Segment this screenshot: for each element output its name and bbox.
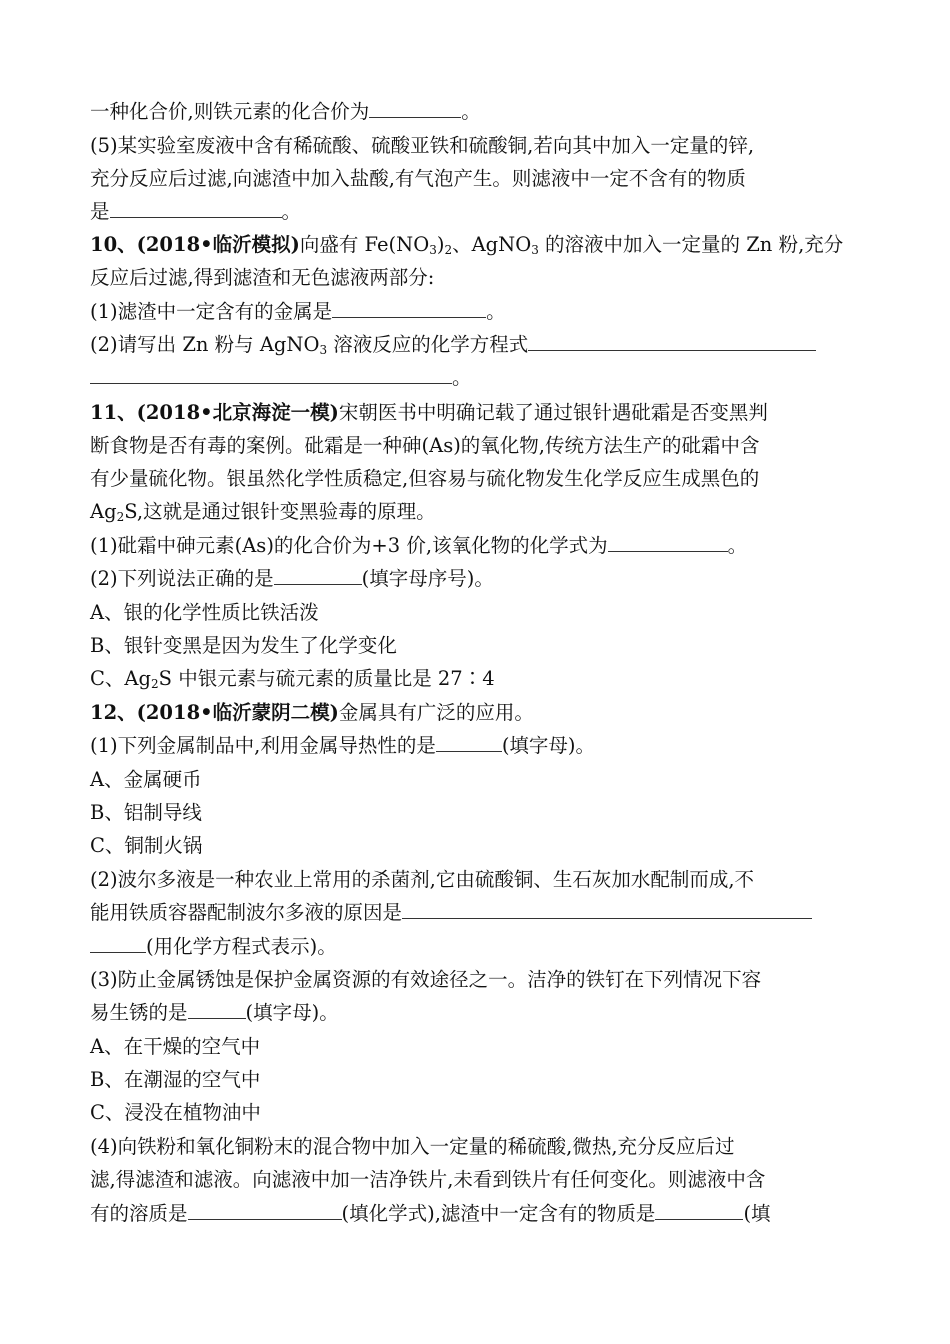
text: 。 — [281, 200, 302, 223]
text: 滤,得滤渣和滤液。向滤液中加一洁净铁片,未看到铁片有任何变化。则滤液中含 — [90, 1168, 766, 1191]
text-line — [90, 196, 301, 228]
text: Ag — [90, 500, 117, 523]
text-line — [90, 730, 595, 762]
text: (2)波尔多液是一种农业上常用的杀菌剂,它由硫酸铜、生石灰加水配制而成,不 — [90, 868, 755, 891]
text-line — [90, 563, 494, 595]
text: (用化学方程式表示)。 — [146, 935, 337, 958]
question-12-header — [90, 697, 534, 729]
text-line — [90, 329, 816, 361]
text: 、AgNO — [452, 233, 532, 256]
text-line — [90, 1198, 771, 1230]
text: (5)某实验室废液中含有稀硫酸、硫酸亚铁和硫酸铜,若向其中加入一定量的锌, — [90, 134, 755, 157]
text-line — [90, 931, 337, 963]
text: (填化学式),滤渣中一定含有的物质是 — [341, 1202, 656, 1225]
question-source: (2018•临沂蒙阴二模) — [136, 701, 339, 724]
text: 。 — [486, 300, 506, 323]
text-line — [90, 296, 506, 328]
subscript: 3 — [319, 343, 328, 357]
option-line — [90, 764, 202, 796]
text: (2)请写出 Zn 粉与 AgNO — [90, 333, 320, 356]
answer-blank[interactable] — [608, 531, 728, 552]
text: 是 — [90, 200, 110, 223]
option-text: B、银针变黑是因为发生了化学变化 — [90, 634, 397, 657]
text: (填 — [743, 1202, 771, 1225]
text-line — [90, 262, 434, 294]
text: 宋朝医书中明确记载了通过银针遇砒霜是否变黑判 — [338, 401, 768, 424]
text-line — [90, 362, 472, 394]
option-text: A、在干燥的空气中 — [90, 1035, 261, 1058]
text: C、Ag — [90, 667, 151, 690]
text: (填字母序号)。 — [361, 567, 494, 590]
text-line — [90, 897, 812, 929]
option-text: C、铜制火锅 — [90, 834, 203, 857]
option-line — [90, 663, 495, 695]
option-line — [90, 1064, 260, 1096]
answer-blank[interactable] — [655, 1199, 743, 1220]
text: (填字母)。 — [501, 734, 596, 757]
subscript: 2 — [116, 510, 125, 524]
text: ) — [436, 233, 445, 256]
option-line — [90, 597, 319, 629]
text: (1)滤渣中一定含有的金属是 — [90, 300, 333, 323]
text: 易生锈的是 — [90, 1001, 188, 1024]
option-text: A、银的化学性质比铁活泼 — [90, 601, 319, 624]
text-line — [90, 496, 436, 528]
text: S 中银元素与硫元素的质量比是 27∶4 — [158, 667, 495, 690]
option-text: B、在潮湿的空气中 — [90, 1068, 261, 1091]
text-line — [90, 964, 761, 996]
answer-blank[interactable] — [332, 297, 486, 318]
text: (填字母)。 — [245, 1001, 339, 1024]
subscript: 2 — [151, 677, 159, 691]
text: 反应后过滤,得到滤渣和无色滤液两部分: — [90, 266, 435, 289]
text-line — [90, 864, 754, 896]
text-line — [90, 1131, 735, 1163]
answer-blank[interactable] — [436, 731, 502, 752]
subscript: 3 — [531, 243, 539, 257]
text-line — [90, 96, 481, 128]
text: 。 — [452, 366, 472, 389]
text: 。 — [461, 100, 481, 123]
text: 向盛有 Fe(NO — [299, 233, 430, 256]
question-source: (2018•临沂模拟) — [136, 233, 300, 256]
text: 。 — [727, 534, 748, 557]
option-line — [90, 1097, 261, 1129]
text: (1)砒霜中砷元素(As)的化合价为+3 价,该氧化物的化学式为 — [90, 534, 608, 557]
option-text: C、浸没在植物油中 — [90, 1101, 261, 1124]
answer-blank[interactable] — [90, 363, 452, 384]
answer-blank[interactable] — [110, 197, 282, 218]
subscript: 3 — [429, 243, 437, 257]
answer-blank[interactable] — [369, 97, 461, 118]
option-line — [90, 797, 202, 829]
question-number: 12、 — [90, 701, 137, 724]
text: 有少量硫化物。银虽然化学性质稳定,但容易与硫化物发生化学反应生成黑色的 — [90, 467, 760, 490]
text: 的溶液中加入一定量的 Zn 粉,充分 — [538, 233, 844, 256]
text: 一种化合价,则铁元素的化合价为 — [90, 100, 370, 123]
text-line — [90, 130, 754, 162]
question-number: 10、 — [90, 233, 137, 256]
text-line — [90, 997, 339, 1029]
option-text: B、铝制导线 — [90, 801, 202, 824]
text-line — [90, 463, 759, 495]
option-line — [90, 830, 202, 862]
text: 断食物是否有毒的案例。砒霜是一种砷(As)的氧化物,传统方法生产的砒霜中含 — [90, 434, 760, 457]
text: (3)防止金属锈蚀是保护金属资源的有效途径之一。洁净的铁钉在下列情况下容 — [90, 968, 762, 991]
option-text: A、金属硬币 — [90, 768, 202, 791]
question-11-header — [90, 397, 768, 429]
question-10-header — [90, 229, 843, 261]
answer-blank[interactable] — [402, 898, 812, 919]
answer-blank[interactable] — [528, 330, 816, 351]
text: (4)向铁粉和氧化铜粉末的混合物中加入一定量的稀硫酸,微热,充分反应后过 — [90, 1135, 735, 1158]
option-line — [90, 630, 397, 662]
answer-blank[interactable] — [188, 998, 246, 1019]
subscript: 2 — [444, 243, 453, 257]
question-number: 11、 — [90, 401, 137, 424]
text: 充分反应后过滤,向滤渣中加入盐酸,有气泡产生。则滤液中一定不含有的物质 — [90, 167, 746, 190]
text-line — [90, 1164, 765, 1196]
text: 能用铁质容器配制波尔多液的原因是 — [90, 901, 403, 924]
text: (2)下列说法正确的是 — [90, 567, 274, 590]
answer-blank[interactable] — [274, 564, 362, 585]
text: (1)下列金属制品中,利用金属导热性的是 — [90, 734, 436, 757]
text: S,这就是通过银针变黑验毒的原理。 — [124, 500, 436, 523]
answer-blank[interactable] — [188, 1199, 342, 1220]
question-source: (2018•北京海淀一模) — [136, 401, 339, 424]
answer-blank[interactable] — [90, 932, 146, 953]
text-line — [90, 530, 747, 562]
text-line — [90, 430, 760, 462]
text: 溶液反应的化学方程式 — [327, 333, 529, 356]
option-line — [90, 1031, 260, 1063]
text: 金属具有广泛的应用。 — [338, 701, 534, 724]
text-line — [90, 163, 746, 195]
text: 有的溶质是 — [90, 1202, 188, 1225]
